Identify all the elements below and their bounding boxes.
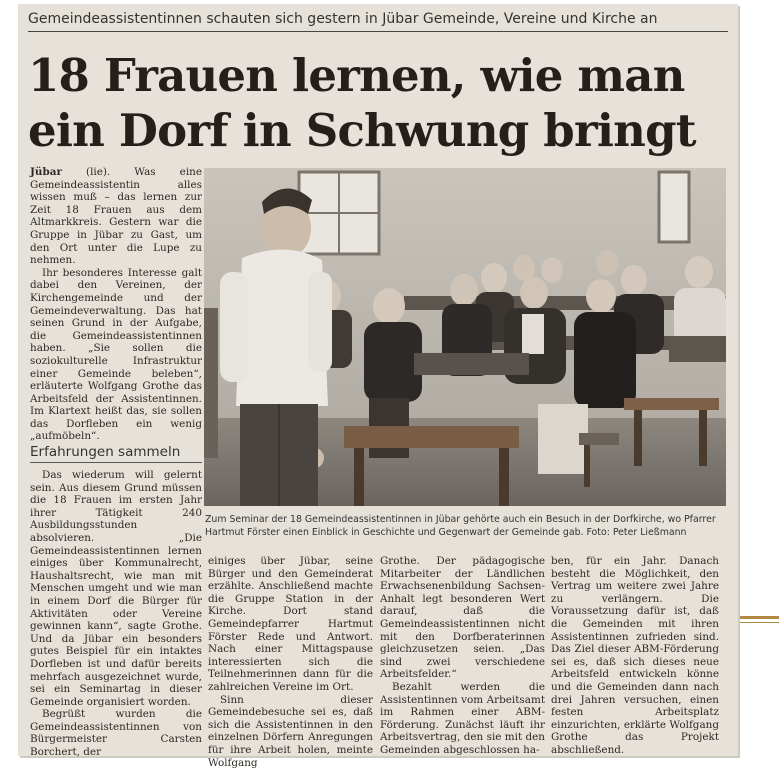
body-column-3	[380, 555, 545, 757]
col3-paragraph-2: Bezahlt werden die Assistentinnen vom Arbeitsamt im Rahmen einer ABM-Förderung. Zunächst läuft ihr Arbeitsvertrag, den sie mit den Gemeinden abgeschlossen ha-	[380, 680, 545, 756]
dateline: Jübar	[30, 166, 62, 178]
lead-column	[30, 166, 202, 443]
page-edge-decoration	[738, 612, 779, 632]
col2-paragraph-1: einiges über Jübar, seine Bürger und den Gemeinderat erzählte. Anschließend machte die Gruppe Station in der Kirche. Dort stand Gemeindepfarrer Hartmut Förster Rede und Antwort. Nach einer Mittagspause interessierten sich die Teilnehmerinnen dann für die zahlreichen Vereine im Ort.	[208, 555, 373, 693]
newspaper-clipping	[18, 4, 738, 769]
col3-paragraph-1: Grothe. Der pädagogische Mitarbeiter der Ländlichen Erwachsenenbildung Sachsen-Anhalt legt besonderen Wert darauf, daß die Gemeindeassistentinnen nicht mit den Dorfberaterinnen gleichzusetzen seien. „Das sind zwei verschiedene Arbeitsfelder.“	[380, 555, 545, 681]
article-headline: 18 Frauen lernen, wie man ein Dorf in Schwung bringt	[28, 49, 696, 157]
lead-paragraph-2: Ihr besonderes Interesse galt dabei den Vereinen, der Kirchengemeinde und der Gemeindeverwaltung. Das hat seinen Grund in der Aufgabe, die Gemeindeassistentinnen haben. „Sie sollen die soziokulturelle Infrastruktur einer Gemeinde beleben“, erläuterte Wolfgang Grothe das Arbeitsfeld der Assistentinnen. Im Klartext heißt das, sie sollen das Dorfleben ein wenig „aufmöbeln“.	[30, 266, 202, 443]
section-subheading: Erfahrungen sammeln	[30, 444, 202, 463]
section-paragraph-2: Begrüßt wurden die Gemeindeassistentinnen von Bürgermeister Carsten Borchert, der	[30, 708, 202, 759]
section-column	[30, 469, 202, 759]
col4-paragraph-1: ben, für ein Jahr. Danach besteht die Möglichkeit, den Vertrag um weitere zwei Jahre zu verlängern. Die Voraussetzung dafür ist, daß die Gemeinden mit ihren Assistentinnen zufrieden sind. Das Ziel dieser ABM-Förderung sei es, daß sich dieses neue Arbeitsfeld entwickeln könne und die Gemeinden dann nach drei Jahren versuchen, einen festen Arbeitsplatz einzurichten, erklärte Wolfgang Grothe das Projekt abschließend.	[551, 555, 719, 756]
section-paragraph-1: Das wiederum will gelernt sein. Aus diesem Grund müssen die 18 Frauen im ersten Jahr ihrer Tätigkeit 240 Ausbildungsstunden absolvieren. „Die Gemeindeassistentinnen lernen einiges über Kommunalrecht, Haushaltsrecht, wie man mit Menschen umgeht und wie man in einem Dorf die Bürger für Aktivitäten oder Vereine gewinnen kann“, sagte Grothe. Und da Jübar ein besonders gutes Beispiel für ein intaktes Dorfleben ist und dafür bereits mehrfach ausgezeichnet wurde, sei ein Seminartag in dieser Gemeinde organisiert worden.	[30, 469, 202, 708]
photo-caption: Zum Seminar der 18 Gemeindeassistentinnen in Jübar gehörte auch ein Besuch in der Dorfkirche, wo Pfarrer Hartmut Förster einen Einblick in Geschichte und Gegenwart der Gemeinde gab. Foto: Peter Ließmann	[205, 514, 716, 538]
lead-paragraph-1: Jübar (lie). Was eine Gemeindeassistentin alles wissen muß – das lernen zur Zeit 18 Frauen aus dem Altmarkkreis. Gestern war die Gruppe in Jübar zu Gast, um den Ort unter die Lupe zu nehmen.	[30, 166, 202, 267]
body-column-2	[208, 555, 373, 769]
church-interior-photo	[204, 168, 726, 506]
body-column-4	[551, 555, 719, 757]
col2-paragraph-2: Sinn dieser Gemeindebesuche sei es, daß sich die Assistentinnen in den einzelnen Dörfern Anregungen für ihre Arbeit holen, meinte Wolfgang	[208, 693, 373, 769]
article-kicker: Gemeindeassistentinnen schauten sich gestern in Jübar Gemeinde, Vereine und Kirche an	[28, 11, 728, 32]
article-photo	[204, 168, 726, 506]
